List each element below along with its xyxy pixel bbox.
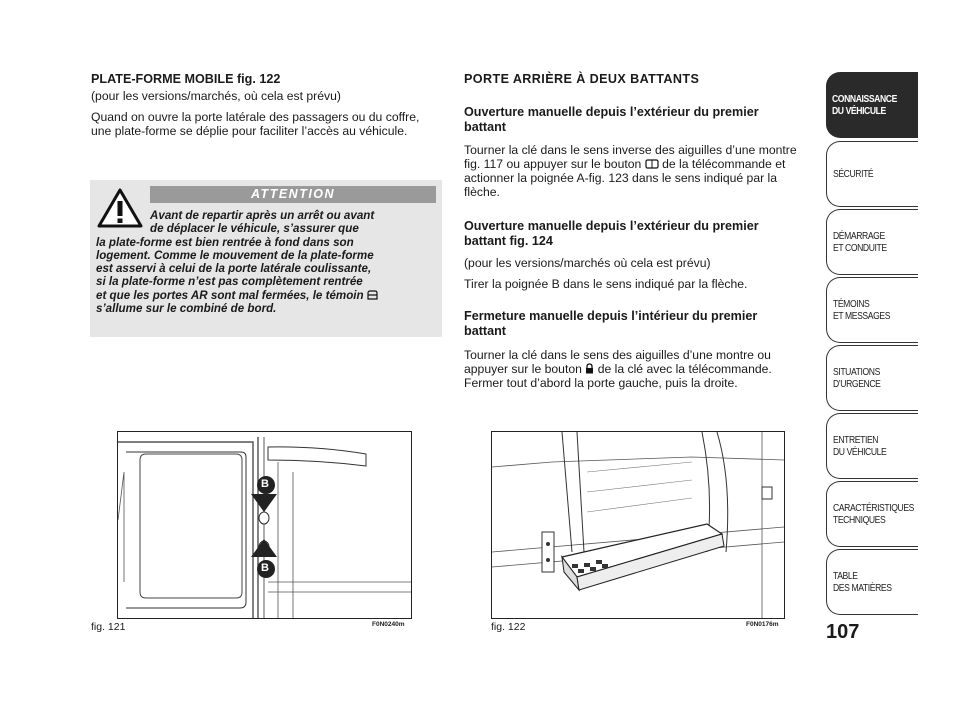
fig121-code: F0N0240m <box>372 621 405 628</box>
tab-label: CARACTÉRISTIQUES TECHNIQUES <box>833 502 914 526</box>
section-2-text: Tirer la poignée B dans le sens indiqué par la flèche. <box>464 277 748 291</box>
warning-line-7 <box>96 289 378 302</box>
tab-situations-d-urgence[interactable] <box>826 345 918 411</box>
tab-label: TABLE DES MATIÈRES <box>833 570 892 594</box>
section-1-text-a: Tourner la clé dans le sens inverse des aiguilles d’une montre fig. 117 ou appuyer sur le bouton <box>464 143 797 171</box>
fig121-caption: fig. 121 <box>91 621 126 633</box>
tab-securite[interactable] <box>826 141 918 207</box>
section-3-text-a: Tourner la clé dans le sens des aiguilles d’une montre ou appuyer sur le bouton <box>464 348 771 376</box>
fig121-label-b-top: B <box>261 478 269 490</box>
tab-entretien-du-vehicule[interactable] <box>826 413 918 479</box>
mobile-platform-illustration <box>492 432 784 618</box>
figure-122 <box>491 431 785 619</box>
warning-line-3: la plate-forme est bien rentrée à fond dans son <box>96 236 354 249</box>
section-2-subtitle: (pour les versions/marchés où cela est prévu) <box>464 256 711 270</box>
padlock-icon <box>585 363 594 374</box>
tab-connaissance-du-vehicule[interactable] <box>826 72 918 138</box>
sliding-door-illustration <box>118 432 411 618</box>
fig122-code: F0N0176m <box>746 621 779 628</box>
warning-line-4: logement. Comme le mouvement de la plate-forme <box>96 249 374 262</box>
rear-door-title: PORTE ARRIÈRE À DEUX BATTANTS <box>464 72 700 86</box>
warning-label: ATTENTION <box>150 186 436 203</box>
section-3-heading: Fermeture manuelle depuis l’intérieur du premier battant <box>464 309 758 338</box>
fig121-label-b-bottom: B <box>261 562 269 574</box>
section-2-heading: Ouverture manuelle depuis l’extérieur du premier battant fig. 124 <box>464 219 759 248</box>
section-1-heading: Ouverture manuelle depuis l’extérieur du premier battant <box>464 105 759 134</box>
fig122-caption: fig. 122 <box>491 621 526 633</box>
warning-line-7-text: et que les portes AR sont mal fermées, le témoin <box>96 289 364 302</box>
tab-caracteristiques-techniques[interactable] <box>826 481 918 547</box>
remote-unlock-rear-icon <box>645 159 659 169</box>
warning-line-6: si la plate-forme n’est pas complètement rentrée <box>96 275 363 288</box>
tab-demarrage-et-conduite[interactable] <box>826 209 918 275</box>
section-1-text-b: de la télécommande et actionner la poignée A-fig. 123 dans le sens indiqué par la flèche. <box>464 157 786 199</box>
door-open-indicator-icon <box>367 290 378 300</box>
tab-label: SITUATIONS D’URGENCE <box>833 366 881 390</box>
tab-table-des-matieres[interactable] <box>826 549 918 615</box>
platform-subtitle: (pour les versions/marchés, où cela est prévu) <box>91 89 341 103</box>
section-3-text-b: de la clé avec la télécommande. Fermer tout d’abord la porte gauche, puis la droite. <box>464 362 772 390</box>
warning-triangle-icon <box>97 188 143 228</box>
tab-temoins-et-messages[interactable] <box>826 277 918 343</box>
tab-label: CONNAISSANCE DU VÉHICULE <box>832 93 897 117</box>
figure-121 <box>117 431 412 619</box>
platform-title: PLATE-FORME MOBILE fig. 122 <box>91 72 281 86</box>
page-number: 107 <box>826 621 860 643</box>
warning-line-8: s’allume sur le combiné de bord. <box>96 302 277 315</box>
tab-label: TÉMOINS ET MESSAGES <box>833 298 891 322</box>
warning-line-5: est asservi à celui de la porte latérale coulissante, <box>96 262 372 275</box>
tab-label: SÉCURITÉ <box>833 168 874 180</box>
section-1-text <box>464 143 809 199</box>
section-3-text <box>464 348 794 390</box>
platform-paragraph: Quand on ouvre la porte latérale des passagers ou du coffre, une plate-forme se déplie pour faciliter l’accès au véhicule. <box>91 110 420 138</box>
tab-label: ENTRETIEN DU VÉHICULE <box>833 434 887 458</box>
warning-line-1: Avant de repartir après un arrêt ou avant <box>150 209 375 222</box>
warning-line-2: de déplacer le véhicule, s’assurer que <box>150 222 359 235</box>
tab-label: DÉMARRAGE ET CONDUITE <box>833 230 887 254</box>
